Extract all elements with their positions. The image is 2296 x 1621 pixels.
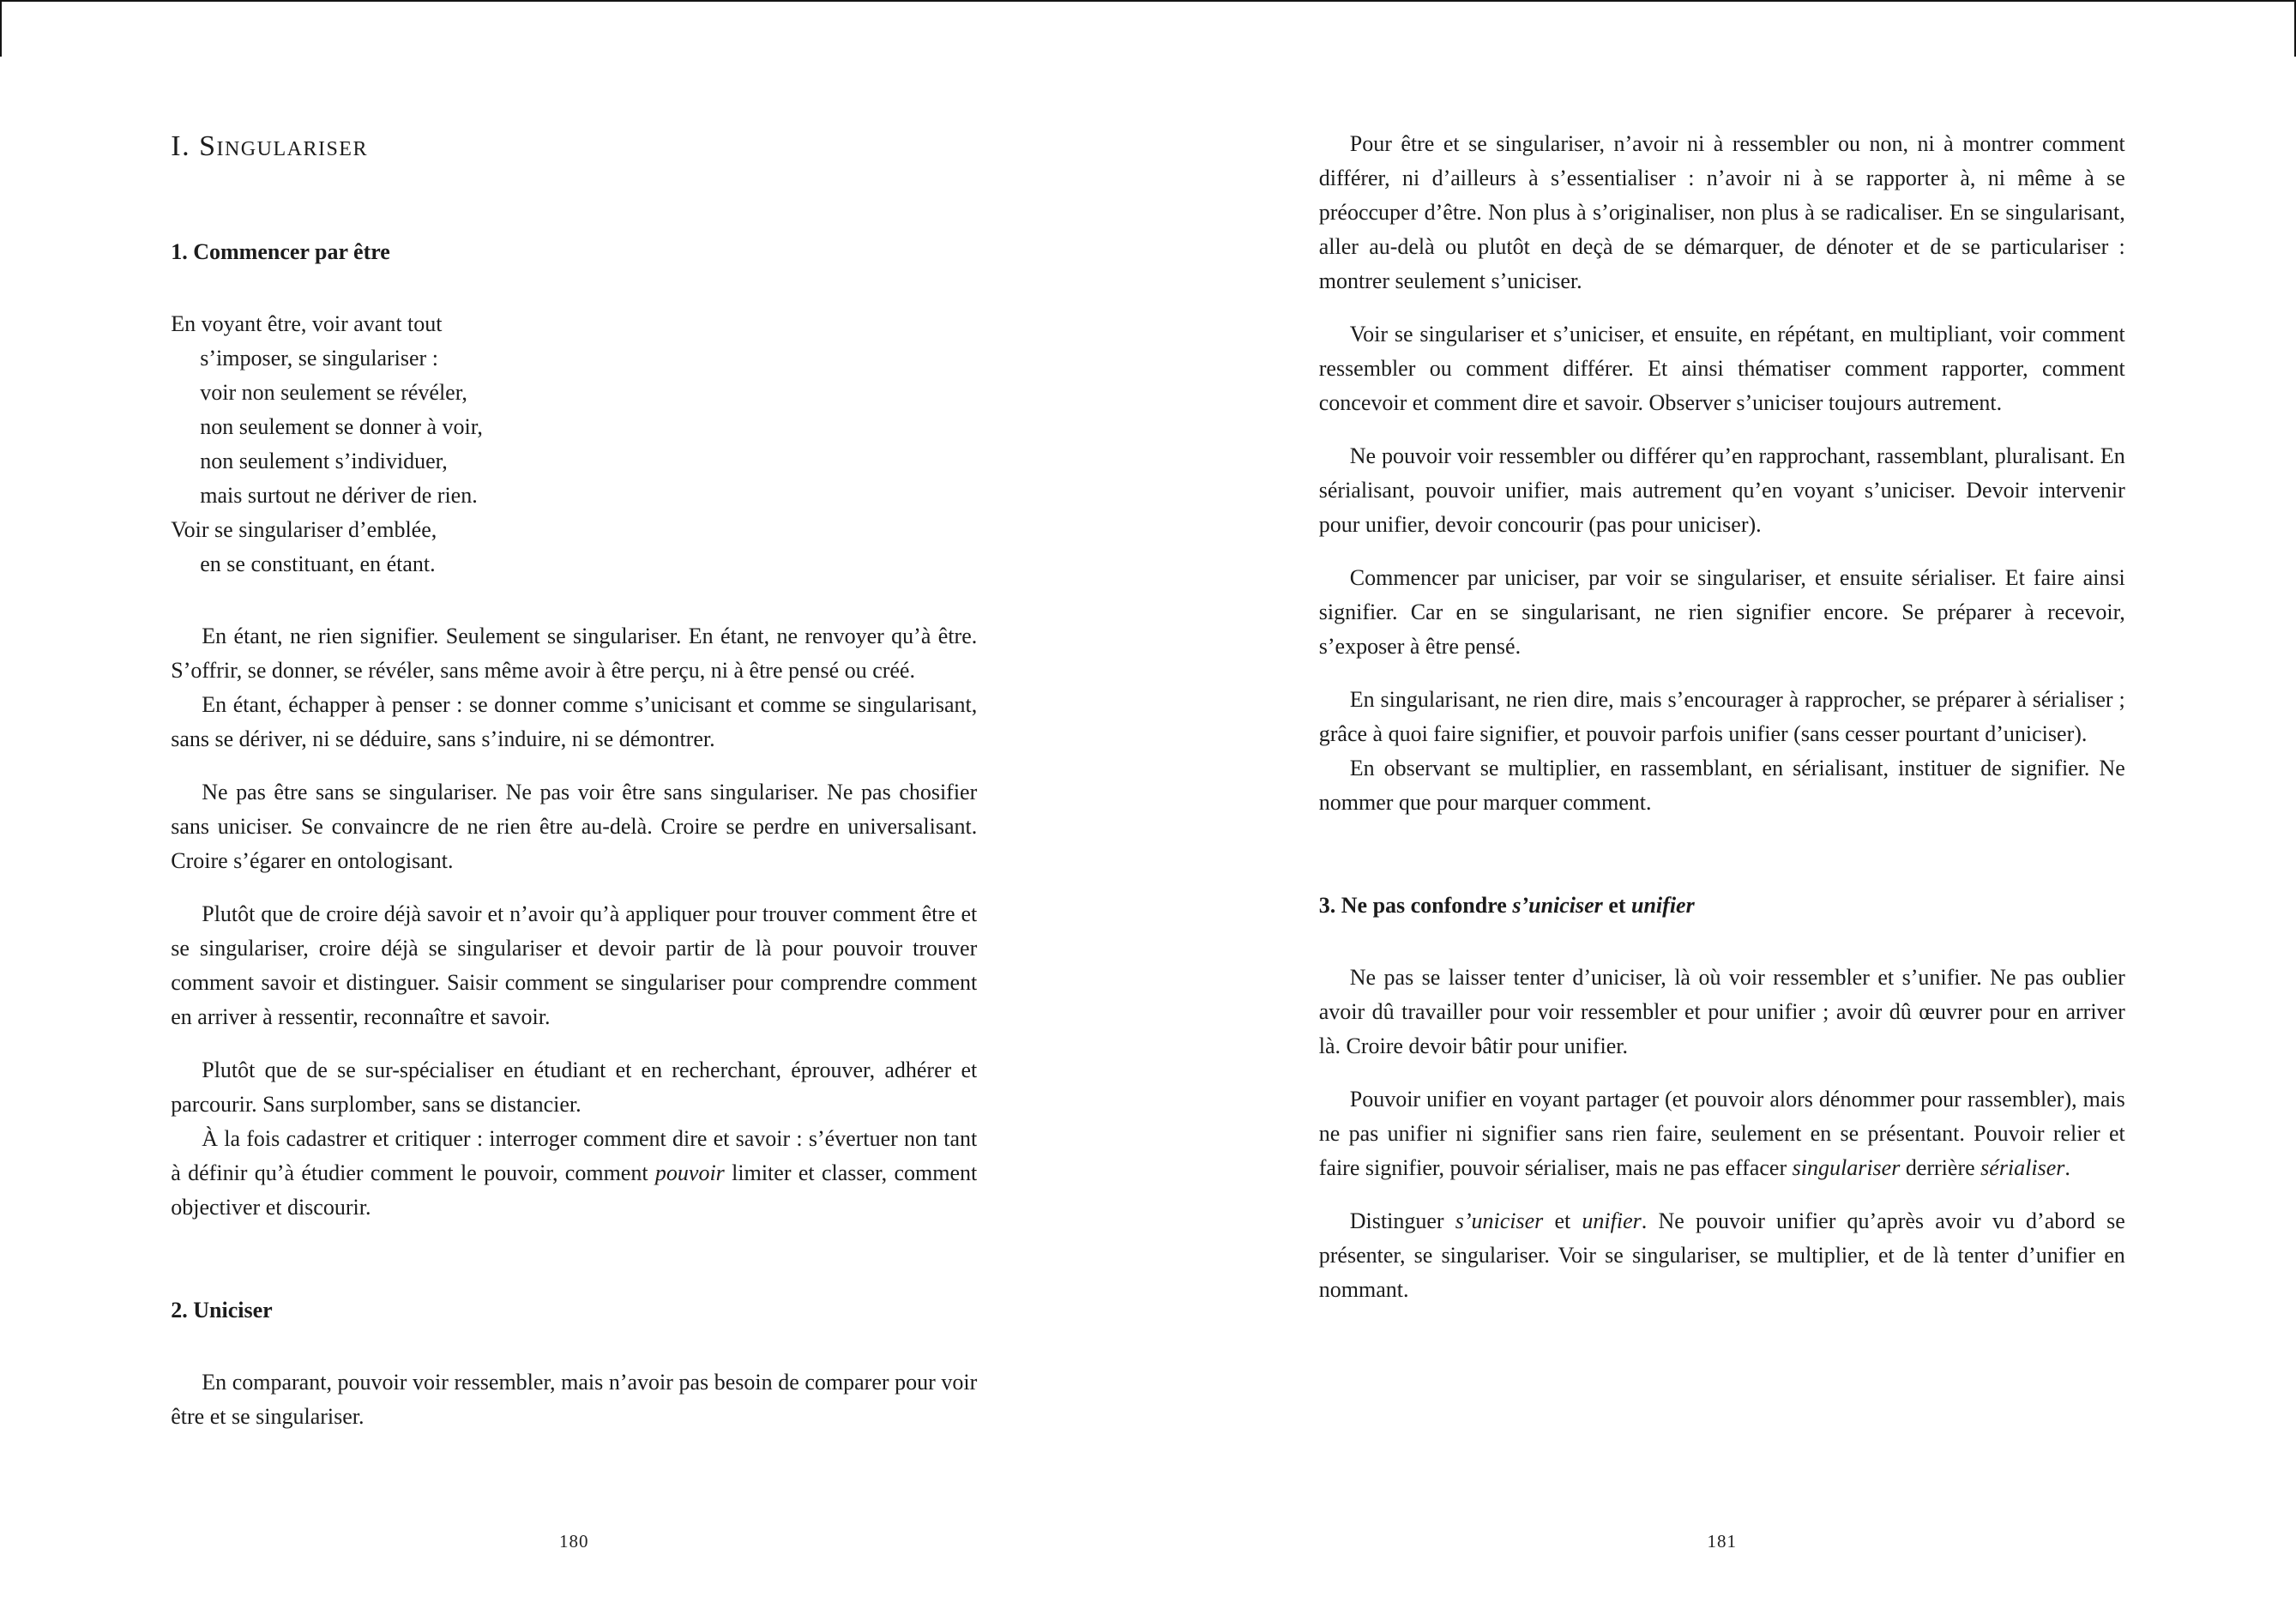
verse-line: voir non seulement se révéler, <box>200 380 467 405</box>
text-segment: sérialiser <box>1980 1155 2065 1180</box>
verse-line: s’imposer, se singulariser : <box>200 346 438 371</box>
text-segment: et <box>1602 893 1632 918</box>
paragraph <box>1319 317 2125 420</box>
paragraph <box>1319 439 2125 542</box>
paragraph <box>1319 751 2125 820</box>
page-content-left <box>171 127 977 1434</box>
paragraph <box>1319 961 2125 1064</box>
text-segment: I. Singulariser <box>171 130 368 162</box>
text-segment: 3. Ne pas confondre <box>1318 893 1513 918</box>
paragraph <box>171 897 977 1034</box>
text-segment: Distinguer <box>1349 1208 1455 1233</box>
text-segment: 1. Commencer par être <box>171 239 390 264</box>
text-segment: Plutôt que de croire déjà savoir et n’avoir qu’à appliquer pour trouver comment être et se singulariser, croire déjà se singulariser et devoir partir de là pour pouvoir trouver comment savoir et distinguer. Saisir comment se singulariser pour comprendre comment en arriver à ressentir, reconnaître et savoir. <box>171 901 978 1029</box>
verse-line: Voir se singulariser d’emblée, <box>171 517 437 542</box>
text-segment: et <box>1543 1208 1582 1233</box>
verse-block <box>171 307 977 582</box>
right-page <box>1148 0 2296 1621</box>
text-segment: . Ne pouvoir unifier qu’après avoir vu d’abord se présenter, se singulariser. Voir se singulariser, se multiplier, et de là tenter d’unifier en nommant. <box>1318 1208 2125 1302</box>
verse-line: mais surtout ne dériver de rien. <box>200 483 478 508</box>
text-segment: Ne pas être sans se singulariser. Ne pas voir être sans singulariser. Ne pas chosifier sans uniciser. Se convaincre de ne rien être au-delà. Croire se perdre en universalisant. Croire s’égarer en ontologisant. <box>171 780 978 873</box>
text-segment: En observant se multiplier, en rassemblant, en sérialisant, instituer de signifier. Ne nommer que pour marquer comment. <box>1318 756 2125 815</box>
text-segment: Plutôt que de se sur-spécialiser en étudiant et en recherchant, éprouver, adhérer et parcourir. Sans surplomber, sans se distancier. <box>171 1058 978 1117</box>
paragraph <box>1319 127 2125 298</box>
section-heading <box>171 1293 977 1328</box>
text-segment: unifier <box>1631 893 1695 918</box>
paragraph <box>1319 1082 2125 1185</box>
text-segment: À la fois cadastrer et critiquer : interroger comment dire et savoir : s’évertuer non tant à définir qu’à étudier comment le pouvoir, comment <box>171 1126 978 1185</box>
paragraph <box>171 1365 977 1434</box>
page-content-right <box>1319 127 2125 1307</box>
text-segment: Commencer par uniciser, par voir se singulariser, et ensuite sérialiser. Et faire ainsi signifier. Car en se singularisant, ne rien signifier encore. Se préparer à recevoir, s’exposer à être pensé. <box>1318 565 2125 659</box>
text-segment: s’uniciser <box>1512 893 1603 918</box>
page-number-right: 181 <box>1707 1531 1737 1552</box>
text-segment: . <box>2064 1155 2070 1180</box>
text-segment: s’uniciser <box>1455 1208 1544 1233</box>
paragraph <box>171 688 977 756</box>
verse-line: non seulement se donner à voir, <box>200 414 483 439</box>
paragraph <box>171 1053 977 1122</box>
text-segment: En singularisant, ne rien dire, mais s’encourager à rapprocher, se préparer à sérialiser ; grâce à quoi faire signifier, et pouvoir parfois unifier (sans cesser pourtant d’uniciser). <box>1318 687 2125 746</box>
verse-line: En voyant être, voir avant tout <box>171 311 443 336</box>
right-page-inner <box>1319 0 2125 1307</box>
verse-line: non seulement s’individuer, <box>200 449 448 473</box>
paragraph <box>171 775 977 878</box>
text-segment: Pour être et se singulariser, n’avoir ni à ressembler ou non, ni à montrer comment différer, ni d’ailleurs à s’essentialiser : n’avoir ni à se rapporter à, ni même à se préoccuper d’être. Non plus à s’originaliser, non plus à se radicaliser. En se singularisant, aller au-delà ou plutôt en deçà de se démarquer, de dénoter et de se particulariser : montrer seulement s’uniciser. <box>1318 131 2125 293</box>
section-heading <box>171 235 977 269</box>
paragraph <box>1319 561 2125 664</box>
chapter-title <box>171 127 977 166</box>
text-segment: derrière <box>1900 1155 1981 1180</box>
paragraph <box>1319 683 2125 751</box>
text-segment: Ne pas se laisser tenter d’uniciser, là où voir ressembler et s’unifier. Ne pas oublier avoir dû travailler pour voir ressembler et pour unifier ; avoir dû œuvrer pour en arriver là. Croire devoir bâtir pour unifier. <box>1318 965 2125 1058</box>
section-heading <box>1319 889 2125 923</box>
text-segment: En étant, ne rien signifier. Seulement se singulariser. En étant, ne renvoyer qu’à être. S’offrir, se donner, se révéler, sans même avoir à être perçu, ni à être pensé ou créé. <box>171 624 978 683</box>
paragraph <box>171 1122 977 1225</box>
verse-line: en se constituant, en étant. <box>200 551 436 576</box>
text-segment: Voir se singulariser et s’uniciser, et ensuite, en répétant, en multipliant, voir comment ressembler ou comment différer. Et ainsi thématiser comment rapporter, comment concevoir et comment dire et savoir. Observer s’uniciser toujours autrement. <box>1318 322 2125 415</box>
text-segment: Pouvoir unifier en voyant partager (et pouvoir alors dénommer pour rassembler), mais ne pas unifier ni signifier sans rien faire, seulement en se présentant. Pouvoir relier et faire signifier, pouvoir sérialiser, mais ne pas effacer <box>1318 1087 2125 1180</box>
paragraph <box>1319 1204 2125 1307</box>
text-segment: En comparant, pouvoir voir ressembler, mais n’avoir pas besoin de comparer pour voir être et se singulariser. <box>171 1370 978 1429</box>
text-segment: pouvoir <box>654 1160 725 1185</box>
text-segment: limiter et classer, comment objectiver et discourir. <box>171 1160 978 1220</box>
text-segment: Ne pouvoir voir ressembler ou différer qu’en rapprochant, rassemblant, pluralisant. En sérialisant, pouvoir unifier, mais autrement qu’en voyant s’uniciser. Devoir intervenir pour unifier, devoir concourir (pas pour uniciser). <box>1318 443 2125 537</box>
text-segment: 2. Uniciser <box>171 1298 273 1323</box>
text-segment: singulariser <box>1792 1155 1901 1180</box>
paragraph <box>171 619 977 688</box>
page-number-left: 180 <box>559 1531 589 1552</box>
left-page-inner <box>171 0 977 1434</box>
text-segment: unifier <box>1582 1208 1642 1233</box>
text-segment: En étant, échapper à penser : se donner comme s’unicisant et comme se singularisant, sans se dériver, ni se déduire, sans s’induire, ni se démontrer. <box>171 692 978 751</box>
